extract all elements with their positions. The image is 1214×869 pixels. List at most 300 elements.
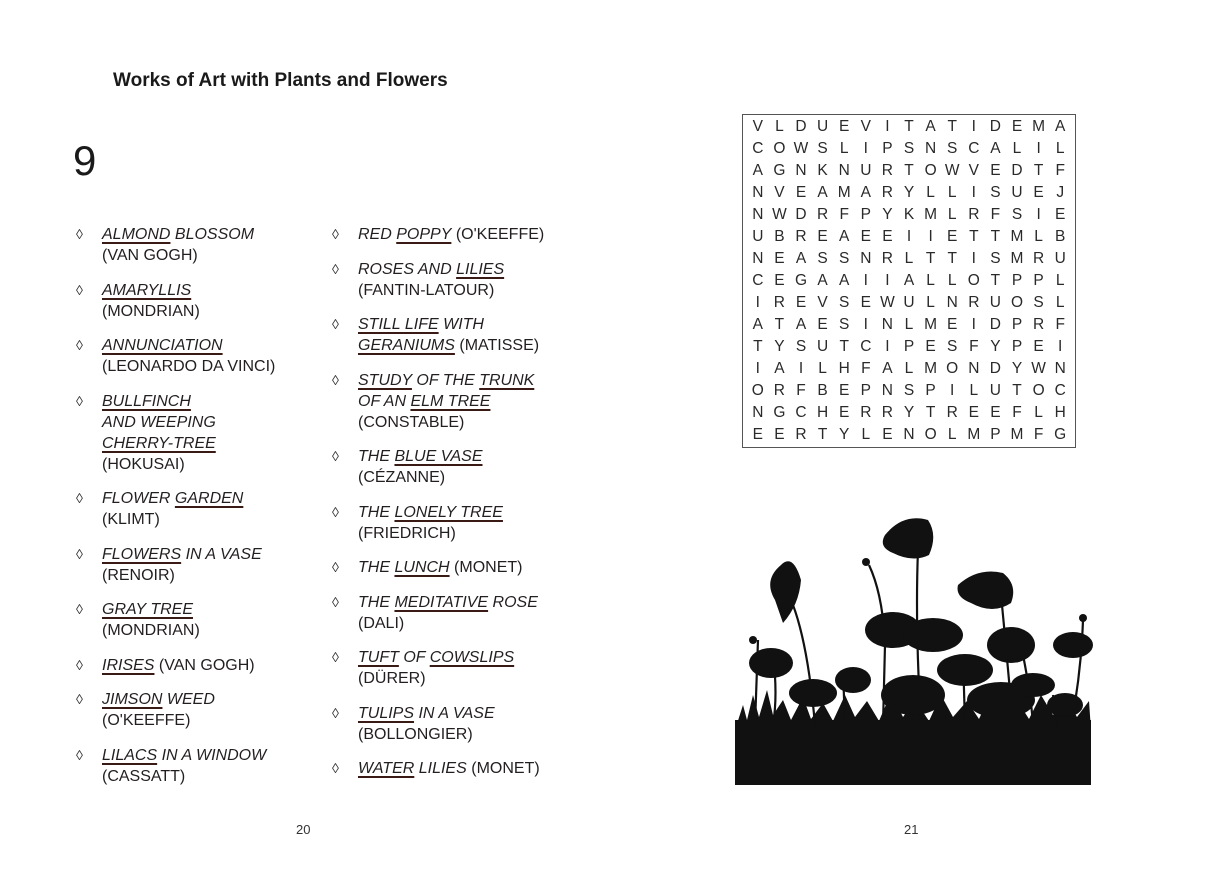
grid-cell[interactable]: A (839, 272, 850, 289)
grid-cell[interactable]: R (816, 206, 829, 223)
grid-cell[interactable]: S (903, 140, 915, 157)
grid-cell[interactable]: E (817, 228, 828, 245)
grid-cell[interactable]: E (774, 272, 785, 289)
artist-name: (DÜRER) (358, 670, 426, 687)
grid-cell[interactable]: U (989, 382, 1001, 399)
diamond-bullet-icon: ◊ (332, 649, 339, 665)
grid-cell[interactable]: R (795, 228, 807, 245)
grid-cell[interactable]: O (924, 162, 937, 179)
grid-cell[interactable]: A (752, 162, 763, 179)
artwork-title (102, 282, 191, 299)
grid-cell[interactable]: N (903, 426, 915, 443)
diamond-bullet-icon: ◊ (76, 691, 83, 707)
grid-cell[interactable]: R (773, 382, 785, 399)
grid-cell[interactable]: I (971, 184, 976, 201)
diamond-bullet-icon: ◊ (76, 545, 83, 562)
grid-cell[interactable]: R (881, 250, 893, 267)
grid-cell[interactable]: F (861, 360, 871, 377)
diamond-bullet-icon: ◊ (76, 337, 83, 353)
grid-cell[interactable]: E (1033, 338, 1044, 355)
grid-cell[interactable]: S (795, 338, 807, 355)
grid-cell[interactable]: L (947, 426, 957, 443)
grid-cell[interactable]: E (882, 228, 893, 245)
grid-cell[interactable]: V (968, 162, 979, 179)
grid-cell[interactable]: A (882, 360, 893, 377)
hidden-word: CHERRY-TREE (102, 434, 216, 452)
grid-cell[interactable]: A (860, 184, 871, 201)
grid-cell[interactable]: A (817, 272, 828, 289)
grid-cell[interactable]: F (1012, 404, 1022, 421)
grid-cell[interactable]: O (773, 140, 786, 157)
grid-cell[interactable]: A (925, 118, 936, 135)
hidden-word: TULIPS (358, 704, 415, 722)
grid-cell[interactable]: S (1011, 206, 1023, 223)
grid-cell[interactable]: L (947, 184, 957, 201)
grid-cell[interactable]: U (816, 118, 829, 135)
grid-cell[interactable]: E (774, 250, 785, 267)
artwork-title: THE MEDITATIVE ROSE (358, 593, 538, 611)
grid-cell[interactable]: H (1054, 404, 1066, 421)
grid-cell[interactable]: F (839, 206, 849, 223)
grid-cell[interactable]: L (1034, 228, 1043, 245)
grid-cell[interactable]: L (775, 118, 784, 135)
grid-cell[interactable]: C (795, 404, 807, 421)
list-item (332, 647, 567, 689)
artist-name: (CASSATT) (102, 767, 186, 785)
grid-cell[interactable]: P (1033, 272, 1044, 289)
grid-cell[interactable]: E (839, 118, 850, 135)
grid-cell[interactable]: R (968, 206, 980, 223)
grid-cell[interactable]: L (818, 360, 827, 377)
hidden-word: ALMOND (102, 226, 171, 243)
list-item (332, 557, 567, 578)
grid-cell[interactable]: E (925, 338, 936, 355)
grid-cell[interactable]: M (1010, 426, 1024, 443)
artist-name: (FANTIN-LATOUR) (358, 281, 495, 299)
grid-cell[interactable]: L (861, 426, 871, 443)
hidden-word: BULLFINCH (102, 392, 191, 410)
grid-cell[interactable]: L (969, 382, 979, 399)
grid-cell[interactable]: R (795, 426, 807, 443)
grid-cell[interactable]: D (989, 316, 1001, 333)
diamond-bullet-icon: ◊ (332, 316, 339, 332)
grid-cell[interactable]: N (881, 316, 893, 333)
grid-cell[interactable]: P (860, 382, 871, 399)
grid-cell[interactable]: E (839, 404, 850, 421)
hidden-word: LILACS (102, 746, 158, 764)
artwork-title (102, 657, 154, 674)
grid-cell[interactable]: F (990, 206, 1001, 223)
grid-cell[interactable]: R (881, 162, 893, 179)
artwork-title: STUDY OF THE TRUNK OF AN ELM TREE (358, 371, 535, 410)
grid-cell[interactable]: T (817, 426, 828, 443)
grid-cell[interactable]: C (1054, 382, 1066, 399)
grid-cell[interactable]: L (1012, 140, 1022, 157)
grid-cell[interactable]: T (925, 250, 936, 267)
artist-name: (BOLLONGIER) (358, 725, 473, 743)
grid-cell[interactable]: M (1010, 228, 1024, 245)
hidden-word: POPPY (396, 226, 452, 243)
grid-cell[interactable]: B (1055, 228, 1066, 245)
grid-cell[interactable]: I (885, 118, 890, 135)
grid-cell[interactable]: U (816, 338, 829, 355)
grid-cell[interactable]: I (906, 228, 912, 245)
grid-cell[interactable]: E (774, 426, 785, 443)
hidden-word: ANNUNCIATION (102, 337, 223, 354)
list-item (332, 259, 567, 301)
grid-cell[interactable]: D (989, 118, 1001, 135)
grid-cell[interactable]: L (926, 294, 935, 311)
grid-cell[interactable]: U (903, 294, 915, 311)
grid-cell[interactable]: T (904, 162, 914, 179)
grid-cell[interactable]: O (946, 360, 959, 377)
grid-cell[interactable]: I (928, 228, 933, 245)
grid-cell[interactable]: C (968, 140, 980, 157)
list-item (76, 280, 311, 322)
artist-name: (CÉZANNE) (358, 469, 446, 486)
grid-cell[interactable]: T (990, 272, 1001, 289)
grid-cell[interactable]: Y (882, 206, 893, 223)
artwork-title: RED POPPY (358, 226, 452, 243)
grid-cell[interactable]: G (794, 272, 808, 289)
artist-name: (MONET) (471, 760, 540, 777)
grid-cell[interactable]: A (839, 228, 850, 245)
grid-cell[interactable]: E (947, 316, 958, 333)
word-list-column-1 (76, 224, 311, 800)
grid-cell[interactable]: D (989, 360, 1001, 377)
grid-cell[interactable]: I (885, 272, 890, 289)
grid-cell[interactable]: S (839, 294, 850, 311)
grid-cell[interactable]: O (751, 382, 764, 399)
diamond-bullet-icon: ◊ (76, 281, 83, 298)
grid-cell[interactable]: J (1056, 184, 1065, 201)
grid-cell[interactable]: E (882, 426, 893, 443)
grid-cell[interactable]: N (924, 140, 937, 157)
grid-cell[interactable]: S (947, 140, 958, 157)
grid-cell[interactable]: T (990, 228, 1001, 245)
grid-cell[interactable]: U (1011, 184, 1023, 201)
grid-cell[interactable]: L (947, 206, 957, 223)
grid-cell[interactable]: E (860, 294, 871, 311)
grid-cell[interactable]: U (1054, 250, 1066, 267)
list-item (76, 689, 311, 731)
artist-name: (O'KEEFFE) (102, 712, 191, 729)
grid-cell[interactable]: M (1010, 250, 1024, 267)
artwork-title: THE BLUE VASE (358, 448, 483, 465)
grid-cell[interactable]: L (839, 140, 849, 157)
grid-cell[interactable]: G (1054, 426, 1067, 443)
grid-cell[interactable]: V (817, 294, 828, 311)
grid-cell[interactable]: V (860, 118, 871, 135)
hidden-word: AMARYLLIS (102, 281, 192, 299)
grid-cell[interactable]: I (755, 294, 760, 311)
grid-cell[interactable]: G (773, 162, 786, 179)
grid-cell[interactable]: E (839, 382, 850, 399)
grid-cell[interactable]: S (839, 316, 850, 333)
grid-cell[interactable]: E (968, 404, 979, 421)
grid-cell[interactable]: N (752, 206, 764, 223)
grid-cell[interactable]: F (1033, 426, 1044, 443)
grid-cell[interactable]: I (863, 140, 868, 157)
grid-cell[interactable]: T (969, 228, 979, 245)
grid-cell[interactable]: E (795, 294, 807, 311)
grid-cell[interactable]: K (817, 162, 828, 179)
grid-cell[interactable]: M (1032, 118, 1046, 135)
grid-cell[interactable]: E (860, 228, 871, 245)
artwork-title: THE LUNCH (358, 559, 450, 576)
diamond-bullet-icon: ◊ (332, 260, 339, 277)
grid-cell[interactable]: E (752, 426, 763, 443)
artwork-title (102, 601, 193, 618)
grid-cell[interactable]: N (1054, 360, 1066, 377)
diamond-bullet-icon: ◊ (332, 448, 339, 464)
list-item (76, 391, 311, 475)
grid-cell[interactable]: E (990, 162, 1001, 179)
grid-cell[interactable]: R (860, 404, 872, 421)
grid-cell[interactable]: Y (839, 426, 850, 443)
grid-cell[interactable]: I (798, 360, 804, 377)
grid-cell[interactable]: C (752, 140, 764, 157)
grid-cell[interactable]: H (816, 404, 829, 421)
grid-cell[interactable]: I (971, 118, 976, 135)
diamond-bullet-icon: ◊ (76, 392, 83, 409)
grid-cell[interactable]: T (1012, 382, 1022, 399)
grid-cell[interactable]: S (990, 184, 1001, 201)
grid-cell[interactable]: T (947, 250, 957, 267)
diamond-bullet-icon: ◊ (332, 704, 339, 721)
grid-cell[interactable]: W (793, 140, 809, 157)
grid-cell[interactable]: Y (1011, 360, 1023, 377)
grid-cell[interactable]: I (1058, 338, 1063, 355)
grid-cell[interactable]: R (881, 404, 893, 421)
grid-cell[interactable]: E (795, 184, 807, 201)
grid-cell[interactable]: P (925, 382, 936, 399)
grid-cell[interactable]: W (772, 206, 787, 223)
grid-cell[interactable]: D (795, 118, 807, 135)
grid-cell[interactable]: P (860, 206, 871, 223)
grid-cell[interactable]: L (926, 184, 935, 201)
grid-cell[interactable]: F (1055, 162, 1065, 179)
list-item (76, 745, 311, 787)
hidden-word: COWSLIPS (429, 649, 515, 666)
hidden-word: BLUE VASE (394, 448, 483, 465)
list-item (76, 488, 311, 530)
list-item (76, 599, 311, 641)
grid-cell[interactable]: C (752, 272, 764, 289)
grid-cell[interactable]: O (1032, 382, 1045, 399)
artwork-title: THE LONELY TREE (358, 503, 503, 521)
grid-cell[interactable]: A (752, 316, 763, 333)
grid-cell[interactable]: T (925, 404, 936, 421)
hidden-word: GARDEN (174, 490, 244, 507)
grid-cell[interactable]: T (774, 316, 785, 333)
grid-cell[interactable]: I (885, 338, 890, 355)
word-search-grid[interactable] (742, 114, 1076, 448)
hidden-word: TUFT (358, 649, 399, 666)
grid-cell[interactable]: M (924, 206, 938, 223)
grid-cell[interactable]: E (817, 316, 828, 333)
grid-cell[interactable]: O (967, 272, 980, 289)
grid-cell[interactable]: T (904, 118, 914, 135)
grid-cell[interactable]: E (1055, 206, 1066, 223)
grid-cell[interactable]: N (860, 250, 872, 267)
diamond-bullet-icon: ◊ (76, 490, 83, 506)
artist-name: (LEONARDO DA VINCI) (102, 358, 276, 375)
grid-cell[interactable]: A (774, 360, 785, 377)
grid-cell[interactable]: B (774, 228, 785, 245)
diamond-bullet-icon: ◊ (332, 371, 339, 388)
puzzle-number: 9 (73, 137, 97, 184)
artist-name: (O'KEEFFE) (455, 226, 545, 243)
grid-cell[interactable]: Y (903, 184, 915, 201)
grid-cell[interactable]: I (950, 382, 955, 399)
grid-cell[interactable]: R (1032, 250, 1045, 267)
grid-cell[interactable]: N (795, 162, 807, 179)
grid-cell[interactable]: L (926, 272, 935, 289)
grid-cell[interactable]: N (946, 294, 958, 311)
artist-name: (DALI) (358, 614, 405, 632)
grid-cell[interactable]: L (1034, 404, 1043, 421)
grid-cell[interactable]: A (817, 184, 828, 201)
grid-cell[interactable]: H (838, 360, 850, 377)
grid-cell[interactable]: S (817, 140, 828, 157)
grid-cell[interactable]: P (1011, 338, 1023, 355)
grid-cell[interactable]: S (839, 250, 850, 267)
grid-cell[interactable]: Y (774, 338, 785, 355)
grid-cell[interactable]: D (795, 206, 807, 223)
grid-cell[interactable]: P (990, 426, 1001, 443)
grid-cell[interactable]: T (753, 338, 763, 355)
grid-cell[interactable]: N (881, 382, 893, 399)
grid-cell[interactable]: P (1011, 272, 1023, 289)
grid-cell[interactable]: N (968, 360, 980, 377)
grid-cell[interactable]: E (1033, 184, 1044, 201)
grid-cell[interactable]: M (837, 184, 851, 201)
grid-cell[interactable]: W (880, 294, 895, 311)
artwork-title: TULIPS IN A VASE (358, 704, 495, 722)
grid-cell[interactable]: A (903, 272, 915, 289)
grid-cell[interactable]: L (904, 250, 914, 267)
grid-cell[interactable]: W (1031, 360, 1046, 377)
grid-cell[interactable]: I (755, 360, 760, 377)
grid-cell[interactable]: P (1011, 316, 1023, 333)
grid-cell[interactable]: E (990, 404, 1001, 421)
grid-cell[interactable]: N (752, 184, 764, 201)
artwork-title: FLOWERS IN A VASE (102, 545, 262, 563)
artist-name: (RENOIR) (102, 566, 175, 584)
hidden-word: GERANIUMS (358, 337, 455, 354)
grid-cell[interactable]: L (1055, 272, 1065, 289)
list-item (76, 335, 311, 377)
artwork-title: TUFT OF COWSLIPS (358, 649, 515, 666)
grid-cell[interactable]: P (882, 140, 893, 157)
grid-cell[interactable]: O (1010, 294, 1024, 311)
grid-cell[interactable]: I (863, 316, 868, 333)
artist-name: (HOKUSAI) (102, 455, 185, 473)
grid-cell[interactable]: D (1011, 162, 1023, 179)
grid-cell[interactable]: V (774, 184, 785, 201)
grid-cell[interactable]: Y (990, 338, 1001, 355)
grid-cell[interactable]: S (903, 382, 915, 399)
grid-cell[interactable]: S (1033, 294, 1044, 311)
artwork-title (102, 337, 223, 354)
grid-cell[interactable]: L (1055, 294, 1065, 311)
grid-cell[interactable]: N (752, 404, 764, 421)
list-item (332, 758, 567, 779)
grid-cell[interactable]: V (752, 118, 763, 135)
grid-cell[interactable]: N (838, 162, 850, 179)
grid-cell[interactable]: U (752, 228, 764, 245)
grid-cell[interactable]: I (863, 272, 868, 289)
grid-cell[interactable]: A (1055, 118, 1066, 135)
grid-cell[interactable]: A (990, 140, 1001, 157)
grid-cell[interactable]: R (773, 294, 785, 311)
grid-cell[interactable]: K (903, 206, 915, 223)
grid-cell[interactable]: G (773, 404, 786, 421)
grid-cell[interactable]: L (904, 316, 914, 333)
grid-cell[interactable]: U (989, 294, 1001, 311)
grid-cell[interactable]: W (944, 162, 960, 179)
grid-cell[interactable]: R (946, 404, 958, 421)
grid-cell[interactable]: I (1036, 206, 1041, 223)
grid-cell[interactable]: M (924, 360, 938, 377)
grid-cell[interactable]: U (860, 162, 872, 179)
grid-cell[interactable]: I (971, 250, 976, 267)
hidden-word: JIMSON (102, 691, 163, 708)
grid-cell[interactable]: L (1055, 140, 1065, 157)
grid-cell[interactable]: P (903, 338, 915, 355)
grid-cell[interactable]: S (947, 338, 958, 355)
diamond-bullet-icon: ◊ (332, 559, 339, 575)
artist-name: (MONDRIAN) (102, 302, 200, 320)
grid-cell[interactable]: A (795, 316, 807, 333)
artist-name: (VAN GOGH) (102, 247, 198, 264)
grid-cell[interactable]: E (1011, 118, 1023, 135)
grid-cell[interactable]: T (1033, 162, 1044, 179)
grid-cell[interactable]: M (967, 426, 981, 443)
grid-cell[interactable]: L (904, 360, 914, 377)
grid-cell[interactable]: E (947, 228, 958, 245)
list-item (332, 703, 567, 745)
grid-cell[interactable]: R (881, 184, 893, 201)
grid-cell[interactable]: I (971, 316, 976, 333)
grid-cell[interactable]: L (947, 272, 957, 289)
grid-cell[interactable]: M (924, 316, 938, 333)
artwork-title: JIMSON WEED (102, 691, 215, 708)
grid-cell[interactable]: Y (903, 404, 915, 421)
grid-cell[interactable]: S (817, 250, 828, 267)
grid-cell[interactable]: F (969, 338, 979, 355)
grid-cell[interactable]: F (1055, 316, 1065, 333)
grid-cell[interactable]: C (860, 338, 872, 355)
grid-cell[interactable]: O (924, 426, 937, 443)
hidden-word: STILL LIFE (358, 316, 439, 333)
artist-name: (KLIMT) (102, 511, 160, 528)
grid-cell[interactable]: R (1032, 316, 1045, 333)
grid-cell[interactable]: S (990, 250, 1001, 267)
grid-cell[interactable]: T (947, 118, 957, 135)
grid-cell[interactable]: I (1036, 140, 1041, 157)
grid-cell[interactable]: A (795, 250, 807, 267)
grid-cell[interactable]: T (839, 338, 849, 355)
diamond-bullet-icon: ◊ (76, 746, 83, 763)
grid-cell[interactable]: N (752, 250, 764, 267)
list-item (76, 655, 311, 676)
grid-cell[interactable]: F (796, 382, 806, 399)
grid-cell[interactable]: R (968, 294, 980, 311)
artwork-title: FLOWER GARDEN (102, 490, 244, 507)
grid-cell[interactable]: B (817, 382, 828, 399)
